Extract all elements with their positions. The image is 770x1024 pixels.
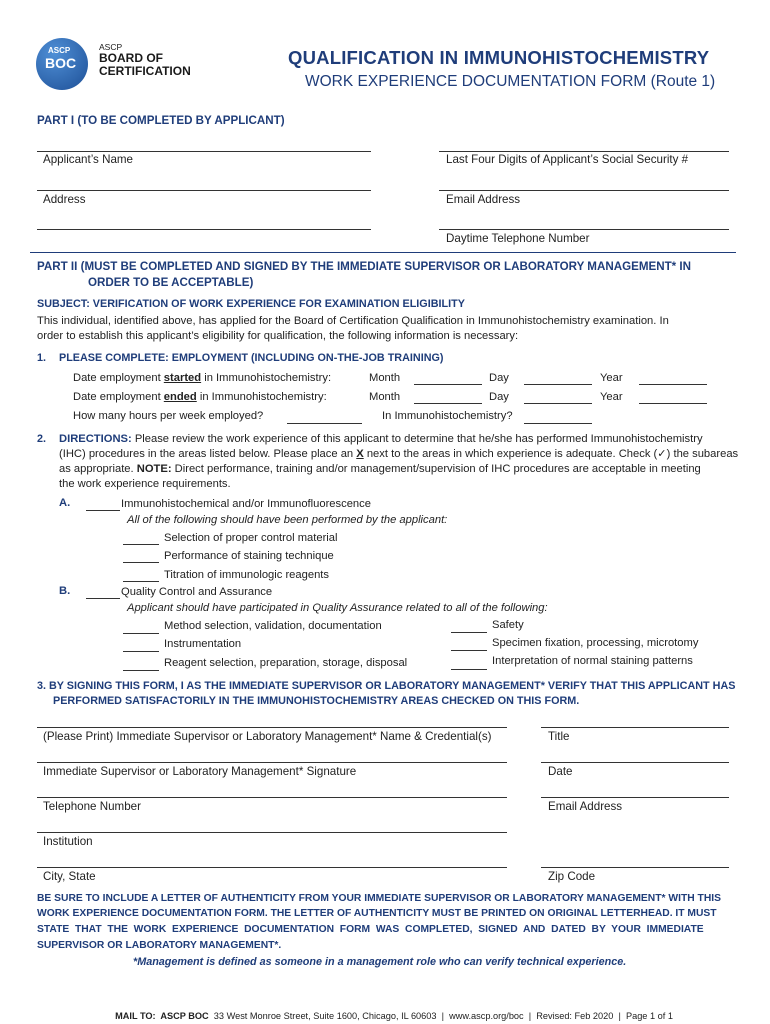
ended-day-blank[interactable]: [524, 403, 592, 404]
date-line[interactable]: [541, 762, 729, 763]
institution-label: Institution: [43, 835, 93, 848]
address-line-2[interactable]: [37, 229, 371, 230]
city-state-line[interactable]: [37, 867, 507, 868]
part2-heading-line2: ORDER TO BE ACCEPTABLE): [88, 276, 254, 289]
directions-text3b: Direct performance, training and/or management/supervision of IHC procedures are acceptable in meeting: [171, 463, 701, 475]
logo-small-text: ASCP: [48, 46, 71, 55]
started-year-blank[interactable]: [639, 384, 707, 385]
a-item3-blank[interactable]: [123, 581, 159, 582]
section1-heading: PLEASE COMPLETE: EMPLOYMENT (INCLUDING ON-THE-JOB TRAINING): [59, 352, 444, 364]
form-subtitle: WORK EXPERIENCE DOCUMENTATION FORM (Route 1): [305, 73, 716, 90]
b-right2-label: Specimen fixation, processing, microtomy: [492, 637, 699, 649]
in-ihc-label: In Immunohistochemistry?: [382, 410, 513, 422]
started-word: started: [163, 372, 202, 384]
notice-line3: STATE THAT THE WORK EXPERIENCE DOCUMENTATION FORM WAS COMPLETED, SIGNED AND DATED BY YOUR IMMEDIATE: [37, 924, 704, 935]
phone-label: Daytime Telephone Number: [446, 232, 590, 245]
directions-line1: [59, 432, 703, 447]
b-left1-label: Method selection, validation, documentation: [164, 620, 382, 632]
started-month-blank[interactable]: [414, 384, 482, 385]
city-state-label: City, State: [43, 870, 96, 883]
directions-text3a: as appropriate.: [59, 463, 137, 475]
boc-logo: [36, 38, 200, 92]
b-left1-blank[interactable]: [123, 633, 159, 634]
started-post: in Immunohistochemistry:: [201, 372, 332, 384]
b-left3-blank[interactable]: [123, 670, 159, 671]
part-divider: [30, 252, 736, 253]
signature-line[interactable]: [37, 762, 507, 763]
b-right3-label: Interpretation of normal staining patterns: [492, 655, 693, 667]
footer-mail-to: MAIL TO: ASCP BOC: [115, 1011, 209, 1021]
notice-line4: SUPERVISOR OR LABORATORY MANAGEMENT*.: [37, 940, 282, 951]
logo-org-line1: ASCP: [99, 42, 123, 52]
form-title: QUALIFICATION IN IMMUNOHISTOCHEMISTRY: [288, 47, 710, 68]
address-line-1[interactable]: [37, 190, 371, 191]
b-right1-blank[interactable]: [451, 632, 487, 633]
applicant-name-line[interactable]: [37, 151, 371, 152]
hours-blank[interactable]: [287, 423, 362, 424]
in-ihc-blank[interactable]: [524, 423, 592, 424]
b-right3-blank[interactable]: [451, 669, 487, 670]
title-label: Title: [548, 730, 570, 743]
signature-label: Immediate Supervisor or Laboratory Management* Signature: [43, 765, 357, 778]
footer: [110, 1001, 673, 1021]
started-day-label: Day: [489, 372, 509, 384]
telephone-line[interactable]: [37, 797, 507, 798]
started-label: [73, 371, 331, 386]
institution-line[interactable]: [37, 832, 507, 833]
directions-x: X: [356, 448, 364, 460]
started-year-label: Year: [600, 372, 623, 384]
b-left2-blank[interactable]: [123, 651, 159, 652]
b-right1-label: Safety: [492, 619, 524, 631]
title-line[interactable]: [541, 727, 729, 728]
part2-heading-line1: PART II (MUST BE COMPLETED AND SIGNED BY THE IMMEDIATE SUPERVISOR OR LABORATORY MANAGEMENT* IN: [37, 260, 692, 273]
supervisor-name-line[interactable]: [37, 727, 507, 728]
directions-line3: [59, 462, 701, 477]
subsection-a-note: All of the following should have been performed by the applicant:: [127, 514, 448, 526]
directions-label: DIRECTIONS:: [59, 433, 132, 445]
notice-line1: BE SURE TO INCLUDE A LETTER OF AUTHENTICITY FROM YOUR IMMEDIATE SUPERVISOR OR LABORATORY MANAGEMENT* WITH THIS: [37, 893, 722, 904]
address-label: Address: [43, 193, 86, 206]
section2-number: 2.: [37, 433, 47, 445]
date-label: Date: [548, 765, 573, 778]
directions-line2: [59, 447, 738, 462]
started-month-label: Month: [369, 372, 401, 384]
zip-label: Zip Code: [548, 870, 596, 883]
started-day-blank[interactable]: [524, 384, 592, 385]
a-item1-label: Selection of proper control material: [164, 532, 338, 544]
b-right2-blank[interactable]: [451, 650, 487, 651]
ended-year-label: Year: [600, 391, 623, 403]
ssn-label: Last Four Digits of Applicant’s Social Security #: [446, 153, 689, 166]
zip-line[interactable]: [541, 867, 729, 868]
ended-pre: Date employment: [73, 391, 164, 403]
b-left3-label: Reagent selection, preparation, storage, disposal: [164, 657, 408, 669]
ended-post: in Immunohistochemistry:: [196, 391, 327, 403]
section3-line2: PERFORMED SATISFACTORILY IN THE IMMUNOHISTOCHEMISTRY AREAS CHECKED ON THIS FORM.: [53, 695, 580, 707]
supervisor-name-label: (Please Print) Immediate Supervisor or Laboratory Management* Name & Credential(s): [43, 730, 492, 743]
telephone-label: Telephone Number: [43, 800, 141, 813]
directions-text2b: next to the areas in which experience is adequate. Check (✓) the subareas: [363, 448, 739, 460]
ended-word: ended: [163, 391, 197, 403]
ended-month-label: Month: [369, 391, 401, 403]
directions-text1: Please review the work experience of this applicant to determine that he/she has performed Immunohistochemistry: [131, 433, 703, 445]
logo-org-line2: BOARD OF: [99, 51, 163, 65]
intro-line1: This individual, identified above, has applied for the Board of Certification Qualification in Immunohistochemistry examination. In: [37, 315, 669, 327]
ended-day-label: Day: [489, 391, 509, 403]
subsection-b-label: B.: [59, 585, 71, 597]
notice-line2: WORK EXPERIENCE DOCUMENTATION FORM. THE LETTER OF AUTHENTICITY MUST BE PRINTED ON ORIGINAL LETTERHEAD. IT MUST: [37, 908, 717, 919]
footer-address: 33 West Monroe Street, Suite 1600, Chicago, IL 60603 | www.ascp.org/boc | Revised: Feb 2020 | Page 1 of 1: [208, 1011, 673, 1021]
ended-month-blank[interactable]: [414, 403, 482, 404]
sup-email-label: Email Address: [548, 800, 623, 813]
logo-org-line3: CERTIFICATION: [99, 64, 191, 78]
email-line[interactable]: [439, 190, 729, 191]
directions-line4: the work experience requirements.: [59, 478, 231, 490]
ended-year-blank[interactable]: [639, 403, 707, 404]
applicant-name-label: Applicant’s Name: [43, 153, 134, 166]
b-left2-label: Instrumentation: [164, 638, 242, 650]
sup-email-line[interactable]: [541, 797, 729, 798]
subsection-a-blank[interactable]: [86, 510, 120, 511]
subsection-a-title: Immunohistochemical and/or Immunofluorescence: [121, 498, 371, 510]
hours-label: How many hours per week employed?: [73, 410, 264, 422]
started-pre: Date employment: [73, 372, 164, 384]
subsection-b-blank[interactable]: [86, 598, 120, 599]
part1-heading: PART I (TO BE COMPLETED BY APPLICANT): [37, 114, 285, 127]
a-item2-blank[interactable]: [123, 562, 159, 563]
logo-big-text: BOC: [45, 55, 77, 71]
a-item2-label: Performance of staining technique: [164, 550, 334, 562]
section3-line1: 3. BY SIGNING THIS FORM, I AS THE IMMEDIATE SUPERVISOR OR LABORATORY MANAGEMENT* VERIFY THAT THIS APPLICANT HAS: [37, 680, 736, 692]
subsection-b-note: Applicant should have participated in Quality Assurance related to all of the following:: [127, 602, 548, 614]
intro-line2: order to establish this applicant’s eligibility for qualification, the following information is necessary:: [37, 330, 519, 342]
a-item1-blank[interactable]: [123, 544, 159, 545]
phone-line[interactable]: [439, 229, 729, 230]
subsection-a-label: A.: [59, 497, 71, 509]
ended-label: [73, 390, 327, 405]
a-item3-label: Titration of immunologic reagents: [164, 569, 329, 581]
ssn-line[interactable]: [439, 151, 729, 152]
subject-line: SUBJECT: VERIFICATION OF WORK EXPERIENCE FOR EXAMINATION ELIGIBILITY: [37, 298, 465, 310]
email-label: Email Address: [446, 193, 521, 206]
directions-note: NOTE:: [136, 463, 172, 475]
subsection-b-title: Quality Control and Assurance: [121, 586, 273, 598]
directions-text2a: (IHC) procedures in the areas listed below. Please place an: [59, 448, 357, 460]
section1-number: 1.: [37, 352, 47, 364]
management-definition: *Management is defined as someone in a management role who can verify technical experience.: [133, 956, 627, 968]
